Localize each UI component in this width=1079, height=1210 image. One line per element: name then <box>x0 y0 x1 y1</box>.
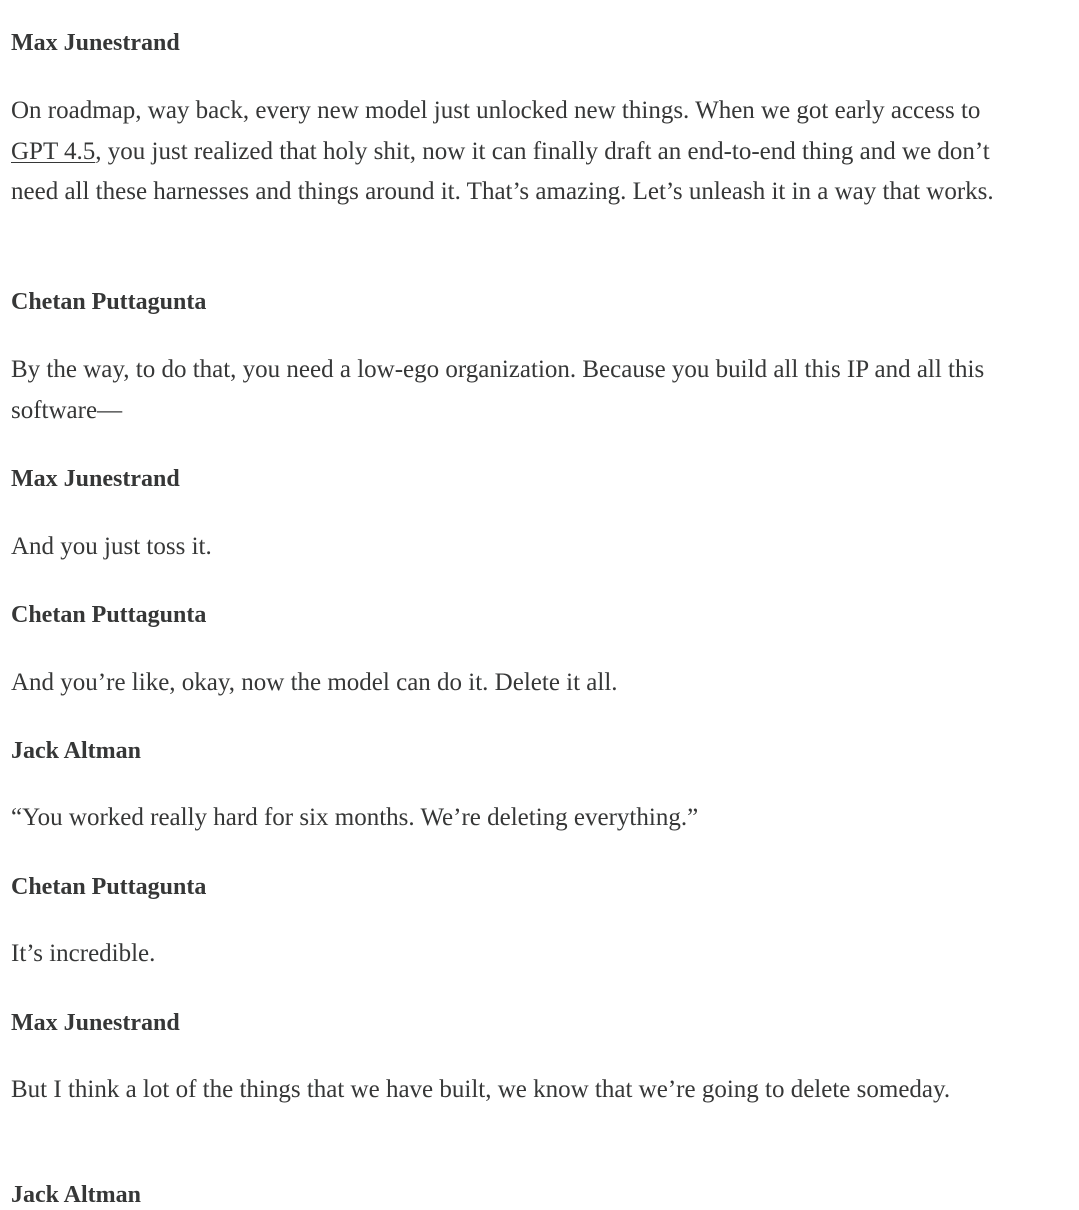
gpt-4-5-link[interactable]: GPT 4.5 <box>11 137 96 165</box>
speaker-name: Chetan Puttagunta <box>11 874 207 900</box>
speaker-name: Max Junestrand <box>11 1010 180 1036</box>
speaker-name: Max Junestrand <box>11 466 180 492</box>
paragraph-text: , you just realized that holy shit, now it can finally draft an end-to-end thing and we don’t need all these harnesses and things around it. That’s amazing. Let’s unleash it in a way that works. <box>11 137 994 206</box>
transcript-paragraph: And you’re like, okay, now the model can do it. Delete it all. <box>11 669 618 696</box>
transcript-paragraph: But I think a lot of the things that we have built, we know that we’re going to delete someday. <box>11 1076 951 1103</box>
transcript-paragraph: It’s incredible. <box>11 940 156 967</box>
transcript-paragraph: And you just toss it. <box>11 533 212 560</box>
speaker-name: Max Junestrand <box>11 30 180 56</box>
speaker-name: Chetan Puttagunta <box>11 289 207 315</box>
transcript-paragraph: By the way, to do that, you need a low-ego organization. Because you build all this IP and all this software— <box>11 356 985 424</box>
speaker-name: Jack Altman <box>11 1182 142 1208</box>
paragraph-text: On roadmap, way back, every new model just unlocked new things. When we got early access to <box>11 97 981 124</box>
speaker-name: Chetan Puttagunta <box>11 602 207 628</box>
transcript-paragraph: “You worked really hard for six months. We’re deleting everything.” <box>11 804 699 831</box>
speaker-name: Jack Altman <box>11 738 142 764</box>
transcript-paragraph <box>11 91 1001 213</box>
